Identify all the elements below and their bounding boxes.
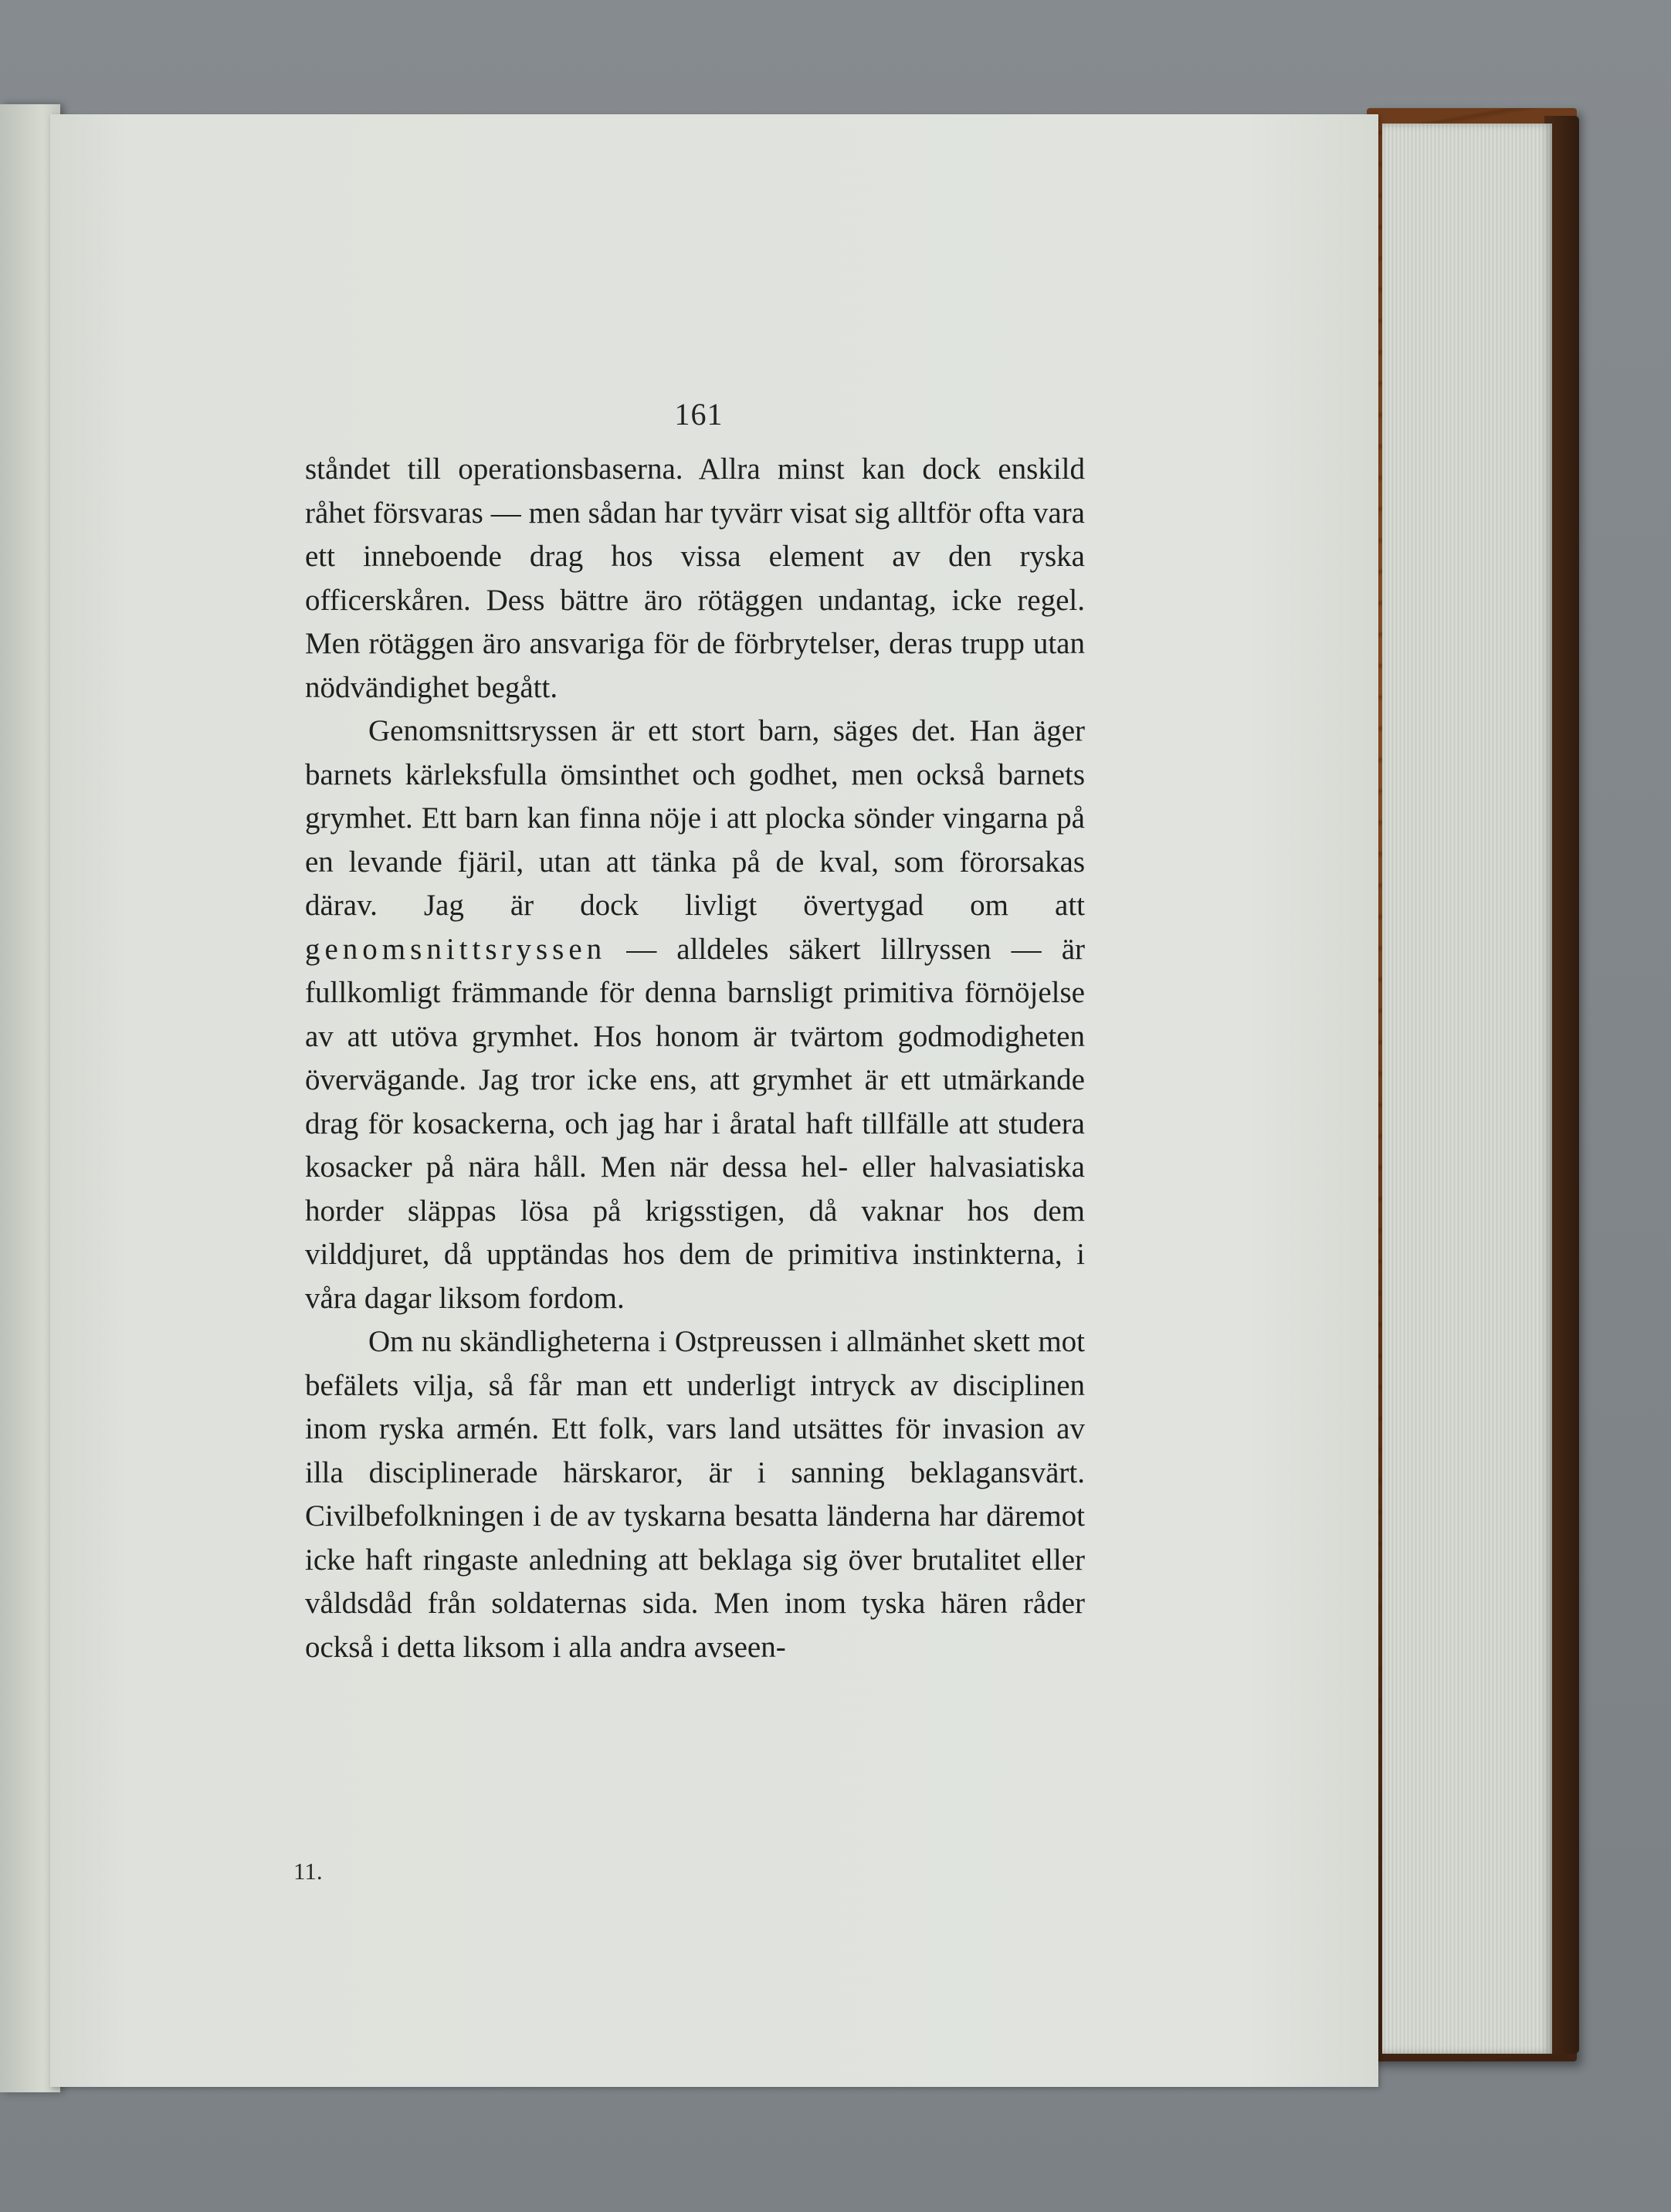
signature-mark: 11.: [293, 1858, 323, 1885]
paragraph-1: [305, 448, 1085, 710]
text-run: Om nu skändligheterna i Ostpreussen i allmänhet skett mot befälets vilja, så får man ett underligt intryck av disciplinen inom ryska armén. Ett folk, vars land utsättes för invasion av illa disciplinerade härskaror, är i sanning beklagansvärt. Civilbefolkningen i de av tyskarna besatta länderna har däremot icke haft ringaste anledning att beklaga sig över brutalitet eller våldsdåd från soldaternas sida. Men inom tyska hären råder också i detta liksom i alla andra avseen-: [305, 1325, 1085, 1664]
text-run: Genomsnittsryssen är ett stort barn, säges det. Han äger barnets kärleksfulla ömsinthet och godhet, men också barnets grymhet. Ett barn kan finna nöje i att plocka sönder vingarna på en levande fjäril, utan att tänka på de kval, som förorsakas därav. Jag är dock livligt övertygad om att: [305, 714, 1085, 922]
text-run: ståndet till operationsbaserna. Allra minst kan dock enskild råhet försvaras — men sådan har tyvärr visat sig alltför ofta vara ett inneboende drag hos vissa element av den ryska officerskåren. Dess bättre äro rötäggen undantag, icke regel. Men rötäggen äro ansvariga för de förbrytelser, deras trupp utan nödvändighet begått.: [305, 452, 1085, 704]
book-page: [50, 114, 1378, 2087]
paragraph-3: [305, 1320, 1085, 1669]
page-number: 161: [674, 397, 724, 432]
page-block-edges: [1382, 124, 1552, 2054]
text-run: — alldeles säkert lillryssen — är fullkomligt främmande för denna barnsligt primitiva förnöjelse av att utöva grymhet. Hos honom är tvärtom godmodigheten övervägande. Jag tror icke ens, att grymhet är ett utmärkande drag för kosackerna, och jag har i åratal haft tillfälle att studera kosacker på nära håll. Men när dessa hel- eller halvasiatiska horder släppas lösa på krigsstigen, då vaknar hos dem vilddjuret, då upptändas hos dem de primitiva instinkterna, i våra dagar liksom fordom.: [305, 932, 1085, 1315]
body-text: [305, 448, 1085, 1669]
paragraph-2: [305, 710, 1085, 1320]
emphasized-word: genomsnittsryssen: [305, 932, 607, 966]
